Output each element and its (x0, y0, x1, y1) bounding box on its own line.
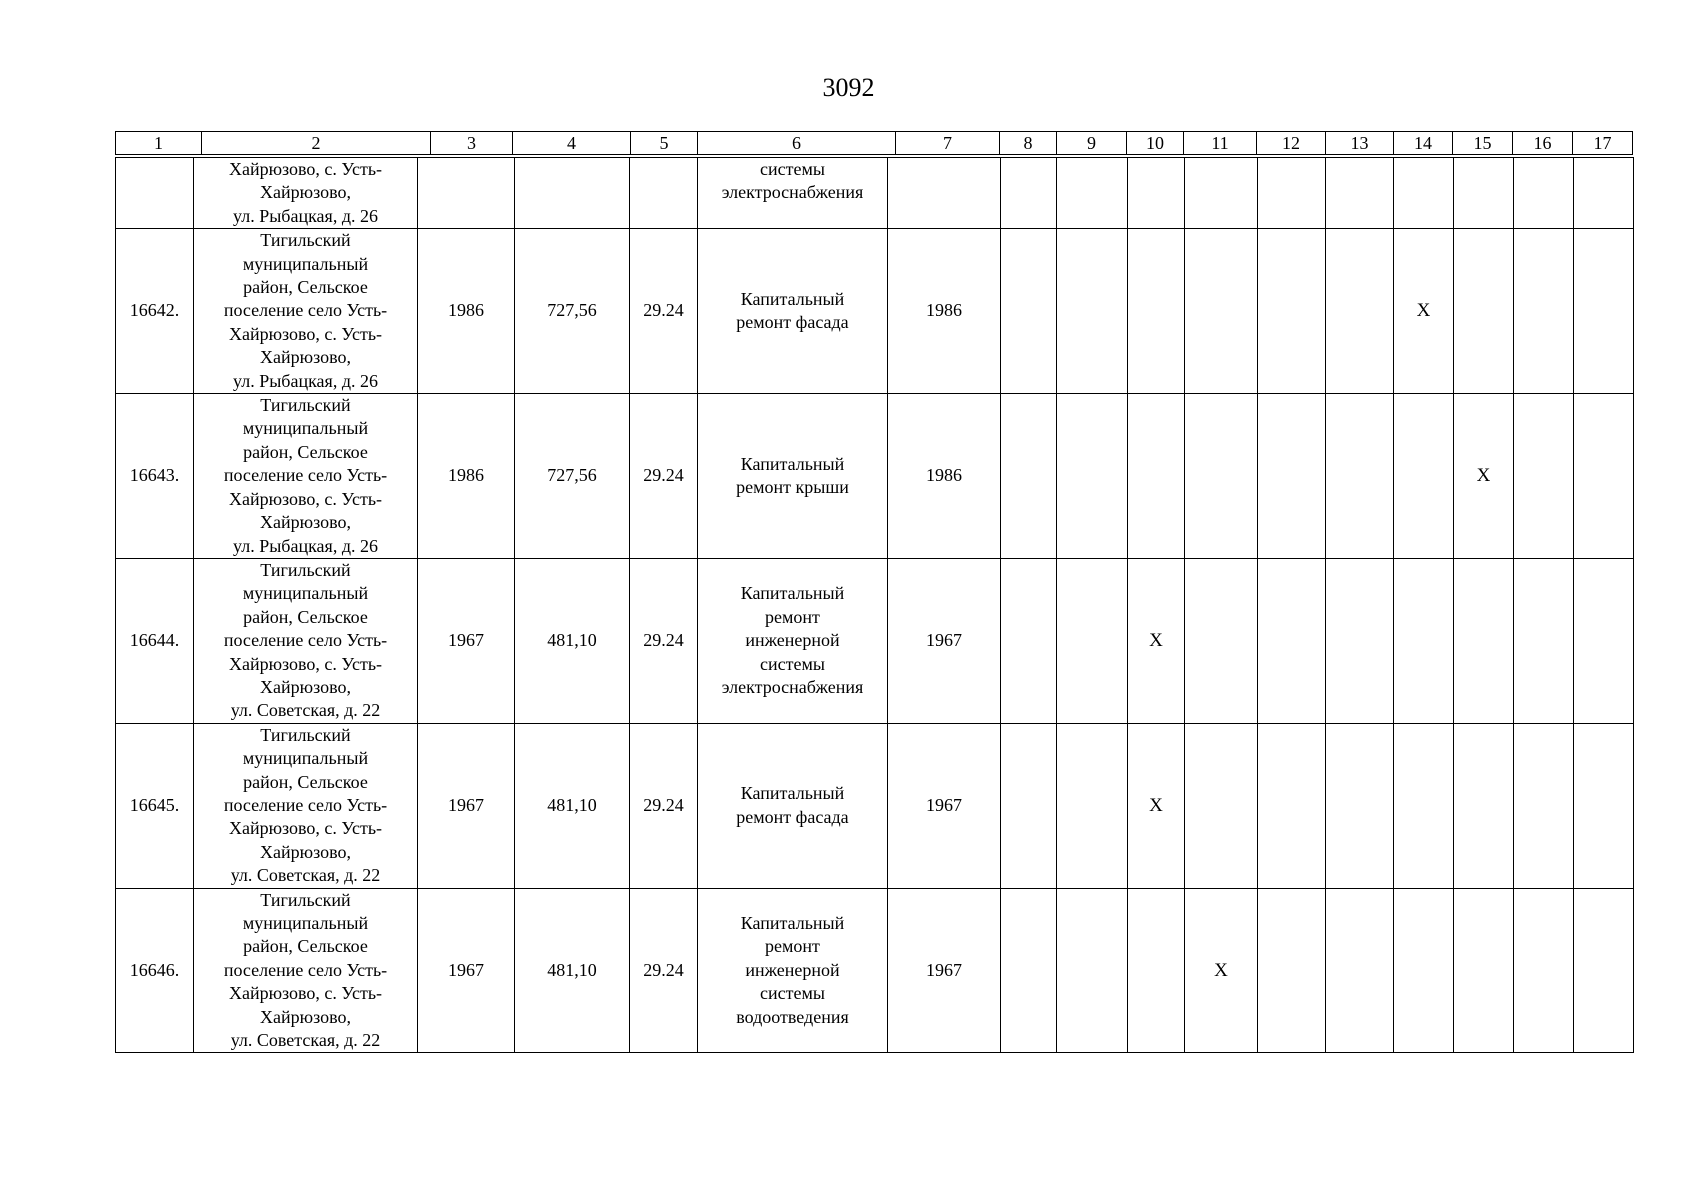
col-9-mark (1057, 229, 1128, 394)
address-cell (194, 394, 418, 559)
cell-text: 29.24 (643, 794, 684, 815)
col-17-mark (1574, 229, 1634, 394)
cell-text: 1967 (448, 630, 484, 651)
column-header: 17 (1573, 132, 1633, 155)
row-number (116, 394, 194, 559)
col-12-mark (1258, 888, 1326, 1053)
construction-year (418, 158, 515, 229)
cell-text: 29.24 (643, 465, 684, 486)
cell-text: 1967 (926, 794, 962, 815)
cell-text: 1986 (448, 300, 484, 321)
cell-text: Хайрюзово, с. Усть- Хайрюзово, ул. Рыбацкая, д. 26 (228, 159, 383, 226)
col-9-mark (1057, 158, 1128, 229)
col-12-mark (1258, 229, 1326, 394)
col-13-mark (1326, 888, 1394, 1053)
column-header: 14 (1394, 132, 1453, 155)
mark-text: X (1214, 959, 1228, 981)
cell-text: Тигильский муниципальный район, Сельское поселение село Усть- Хайрюзово, с. Усть- Хайрюзово, ул. Рыбацкая, д. 26 (223, 230, 388, 391)
col-13-mark (1326, 229, 1394, 394)
column-header: 3 (431, 132, 513, 155)
cell-text: 16643. (129, 465, 180, 486)
cell-text: 481,10 (547, 630, 597, 651)
col-14-mark (1394, 229, 1454, 394)
col-16-mark (1514, 394, 1574, 559)
column-header: 12 (1257, 132, 1326, 155)
col-11-mark (1185, 229, 1258, 394)
col-8-mark (1001, 394, 1057, 559)
year-cell (888, 229, 1001, 394)
col-13-mark (1326, 723, 1394, 888)
area-cell (515, 888, 630, 1053)
col-11-mark (1185, 394, 1258, 559)
col-15-mark (1454, 158, 1514, 229)
cell-text: 1967 (448, 959, 484, 980)
column-header: 7 (896, 132, 1000, 155)
row-number (116, 723, 194, 888)
column-header: 1 (116, 132, 202, 155)
col-11-mark (1185, 558, 1258, 723)
col-10-mark (1128, 888, 1185, 1053)
col-12-mark (1258, 158, 1326, 229)
column-header: 16 (1513, 132, 1573, 155)
area-cell (515, 723, 630, 888)
table-row (116, 888, 1634, 1053)
cell-text: 1986 (926, 465, 962, 486)
table-row (116, 158, 1634, 229)
mark-text: X (1476, 465, 1491, 487)
cell-text: Тигильский муниципальный район, Сельское поселение село Усть- Хайрюзово, с. Усть- Хайрюзово, ул. Советская, д. 22 (223, 889, 388, 1051)
col-8-mark (1001, 158, 1057, 229)
mark-text: X (1416, 300, 1431, 322)
col-11-mark (1185, 723, 1258, 888)
year-cell (888, 888, 1001, 1053)
header-row (116, 132, 1633, 155)
column-header: 9 (1057, 132, 1127, 155)
area-cell (515, 394, 630, 559)
address-cell (194, 888, 418, 1053)
cell-text: 16644. (129, 630, 180, 651)
col-13-mark (1326, 158, 1394, 229)
table-row (116, 723, 1634, 888)
col-15-mark (1454, 723, 1514, 888)
area-cell (515, 158, 630, 229)
code-cell (630, 158, 698, 229)
work-type-cell (698, 229, 888, 394)
cell-text: 481,10 (547, 959, 597, 980)
cell-text: Капитальный ремонт крыши (736, 453, 849, 497)
col-17-mark (1574, 394, 1634, 559)
column-header: 15 (1453, 132, 1513, 155)
col-17-mark (1574, 158, 1634, 229)
col-11-mark (1185, 888, 1258, 1053)
table-row (116, 394, 1634, 559)
col-10-mark (1128, 158, 1185, 229)
col-12-mark (1258, 558, 1326, 723)
col-17-mark (1574, 723, 1634, 888)
col-9-mark (1057, 558, 1128, 723)
row-number (116, 558, 194, 723)
cell-text: 481,10 (547, 794, 597, 815)
row-number (116, 158, 194, 229)
col-16-mark (1514, 723, 1574, 888)
cell-text: 1986 (448, 465, 484, 486)
cell-text: 1967 (448, 794, 484, 815)
construction-year (418, 229, 515, 394)
column-header: 10 (1127, 132, 1184, 155)
address-cell (194, 558, 418, 723)
mark-text: X (1149, 794, 1163, 816)
cell-text: 16646. (129, 959, 180, 980)
col-14-mark (1394, 888, 1454, 1053)
cell-text: 727,56 (547, 300, 597, 321)
col-14-mark (1394, 158, 1454, 229)
work-type-cell (698, 394, 888, 559)
col-16-mark (1514, 558, 1574, 723)
cell-text: 29.24 (643, 959, 684, 980)
address-cell (194, 723, 418, 888)
area-cell (515, 229, 630, 394)
page-number: 3092 (822, 73, 875, 102)
year-cell (888, 158, 1001, 229)
cell-text: Тигильский муниципальный район, Сельское поселение село Усть- Хайрюзово, с. Усть- Хайрюзово, ул. Рыбацкая, д. 26 (223, 395, 388, 556)
cell-text: Капитальный ремонт инженерной системы электроснабжения (721, 583, 864, 697)
cell-text: 16645. (129, 794, 180, 815)
construction-year (418, 394, 515, 559)
col-13-mark (1326, 558, 1394, 723)
col-15-mark (1454, 558, 1514, 723)
col-9-mark (1057, 394, 1128, 559)
col-14-mark (1394, 394, 1454, 559)
work-type-cell (698, 888, 888, 1053)
cell-text: 29.24 (643, 300, 684, 321)
work-type-cell (698, 723, 888, 888)
work-type-cell (698, 158, 888, 229)
year-cell (888, 723, 1001, 888)
table-row (116, 229, 1634, 394)
year-cell (888, 394, 1001, 559)
col-12-mark (1258, 723, 1326, 888)
cell-text: 727,56 (547, 465, 597, 486)
cell-text: Капитальный ремонт фасада (736, 783, 849, 827)
construction-year (418, 723, 515, 888)
column-header: 11 (1184, 132, 1257, 155)
construction-year (418, 558, 515, 723)
column-header: 5 (631, 132, 698, 155)
address-cell (194, 158, 418, 229)
col-10-mark (1128, 558, 1185, 723)
col-8-mark (1001, 229, 1057, 394)
col-16-mark (1514, 229, 1574, 394)
col-10-mark (1128, 723, 1185, 888)
code-cell (630, 723, 698, 888)
construction-year (418, 888, 515, 1053)
column-header: 8 (1000, 132, 1057, 155)
code-cell (630, 394, 698, 559)
col-14-mark (1394, 558, 1454, 723)
col-10-mark (1128, 394, 1185, 559)
col-17-mark (1574, 558, 1634, 723)
cell-text: 1967 (926, 959, 962, 980)
col-8-mark (1001, 723, 1057, 888)
area-cell (515, 558, 630, 723)
column-header: 13 (1326, 132, 1394, 155)
cell-text: 16642. (129, 300, 180, 321)
col-8-mark (1001, 558, 1057, 723)
column-header: 6 (698, 132, 896, 155)
col-10-mark (1128, 229, 1185, 394)
col-12-mark (1258, 394, 1326, 559)
cell-text: Тигильский муниципальный район, Сельское поселение село Усть- Хайрюзово, с. Усть- Хайрюзово, ул. Советская, д. 22 (223, 724, 388, 886)
col-9-mark (1057, 888, 1128, 1053)
col-15-mark (1454, 888, 1514, 1053)
col-13-mark (1326, 394, 1394, 559)
row-number (116, 888, 194, 1053)
column-header: 2 (202, 132, 431, 155)
work-type-cell (698, 558, 888, 723)
col-9-mark (1057, 723, 1128, 888)
column-number-header (115, 131, 1633, 155)
table-row (116, 558, 1634, 723)
cell-text: Капитальный ремонт инженерной системы водоотведения (736, 913, 849, 1027)
cell-text: 29.24 (643, 630, 684, 651)
col-11-mark (1185, 158, 1258, 229)
cell-text: системы электроснабжения (721, 159, 864, 203)
cell-text: Тигильский муниципальный район, Сельское поселение село Усть- Хайрюзово, с. Усть- Хайрюзово, ул. Советская, д. 22 (223, 559, 388, 721)
col-16-mark (1514, 888, 1574, 1053)
mark-text: X (1149, 630, 1163, 652)
col-8-mark (1001, 888, 1057, 1053)
cell-text: Капитальный ремонт фасада (736, 288, 849, 333)
column-header: 4 (513, 132, 631, 155)
address-cell (194, 229, 418, 394)
cell-text: 1986 (926, 300, 962, 321)
code-cell (630, 888, 698, 1053)
year-cell (888, 558, 1001, 723)
repair-schedule-table (115, 157, 1634, 1053)
code-cell (630, 558, 698, 723)
col-14-mark (1394, 723, 1454, 888)
col-16-mark (1514, 158, 1574, 229)
code-cell (630, 229, 698, 394)
col-15-mark (1454, 229, 1514, 394)
col-17-mark (1574, 888, 1634, 1053)
row-number (116, 229, 194, 394)
cell-text: 1967 (926, 630, 962, 651)
col-15-mark (1454, 394, 1514, 559)
